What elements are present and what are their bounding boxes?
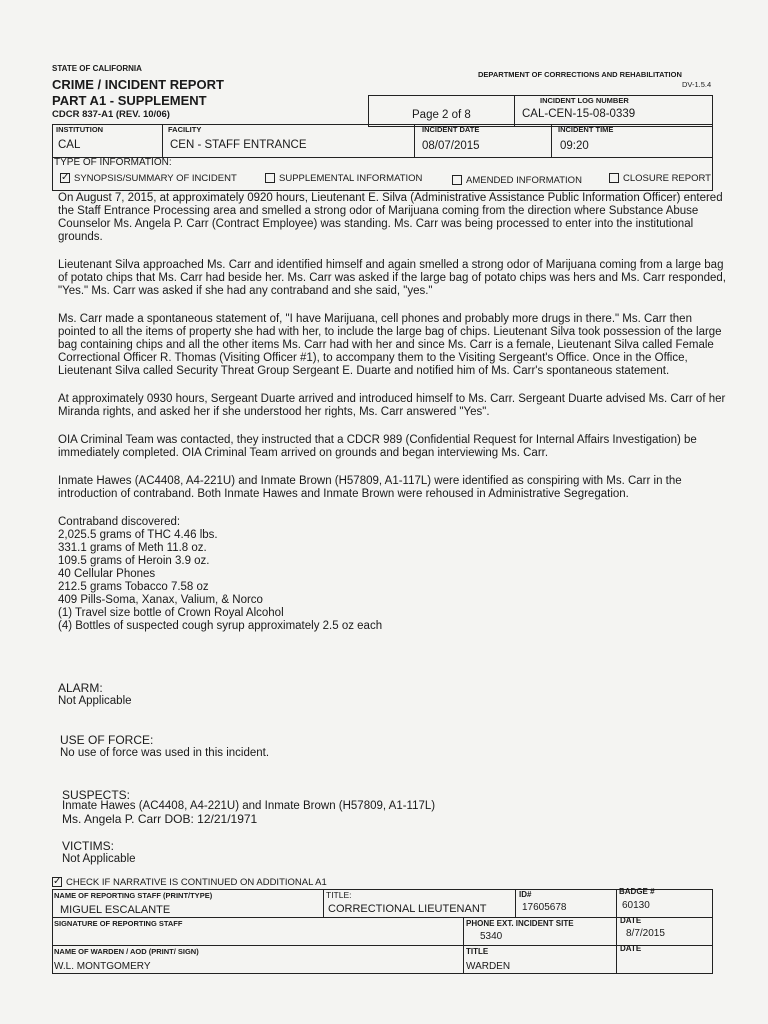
contraband-item: 2,025.5 grams of THC 4.46 lbs.	[58, 529, 218, 541]
warden-name: W.L. MONTGOMERY	[54, 961, 151, 972]
incident-log-number: CAL-CEN-15-08-0339	[522, 108, 636, 120]
department-name: DEPARTMENT OF CORRECTIONS AND REHABILITATION	[478, 70, 682, 79]
report-date: 8/7/2015	[626, 928, 665, 939]
incident-date-value: 08/07/2015	[422, 140, 480, 152]
contraband-list	[58, 529, 728, 633]
contraband-item: (1) Travel size bottle of Crown Royal Alcohol	[58, 607, 284, 619]
incident-info-row	[52, 124, 713, 158]
victims-title: VICTIMS:	[62, 839, 115, 853]
title-label: TITLE:	[326, 890, 352, 900]
contraband-item: (4) Bottles of suspected cough syrup approximately 2.5 oz each	[58, 620, 383, 632]
narrative-paragraph: Lieutenant Silva approached Ms. Carr and identified himself and again smelled a strong odor of Marijuana coming from a large bag of potato chips that Ms. Carr had beside her. Ms. Carr was asked if the large bag of potato chips was hers and Ms. Carr responded, "Yes." Ms. Carr was asked if she had any contraband and she said, "yes."	[58, 259, 726, 297]
incident-log-label: INCIDENT LOG NUMBER	[540, 96, 629, 105]
report-part: PART A1 - SUPPLEMENT	[52, 93, 207, 108]
reporting-staff-title: CORRECTIONAL LIEUTENANT	[328, 903, 487, 915]
badge-label: BADGE #	[619, 887, 655, 896]
phone-ext-value: 5340	[480, 931, 503, 942]
narrative-paragraph: On August 7, 2015, at approximately 0920 hours, Lieutenant E. Silva (Administrative Assistance Public Information Officer) entered the Staff Entrance Processing area and smelled a strong odor of Marijuana coming from the direction where Substance Abuse Counselor Ms. Angela P. Carr (Contract Employee) was standing. Ms. Carr was being processed to enter into the institutional grounds.	[58, 192, 723, 243]
narrative	[58, 192, 728, 633]
id-label: ID#	[519, 890, 532, 899]
institution-value: CAL	[58, 139, 81, 151]
suspects-title: SUSPECTS:	[62, 788, 131, 802]
phone-ext-label: PHONE EXT. INCIDENT SITE	[466, 919, 574, 928]
narrative-paragraph: At approximately 0930 hours, Sergeant Duarte arrived and introduced himself to Ms. Carr. Sergeant Duarte advised Ms. Carr of her Miranda rights, and asked her if she understood her rights, Ms. Carr answered "Yes".	[58, 393, 726, 418]
badge-number: 60130	[622, 900, 650, 911]
alarm-body: Not Applicable	[58, 695, 132, 707]
state-label: STATE OF CALIFORNIA	[52, 64, 142, 73]
narrative-paragraph: OIA Criminal Team was contacted, they instructed that a CDCR 989 (Confidential Request for Internal Affairs Investigation) be immediately completed. OIA Criminal Team arrived on grounds and began interviewing Ms. Carr.	[58, 434, 697, 459]
page-number: Page 2 of 8	[412, 109, 471, 121]
warden-title-label: TITLE	[466, 947, 489, 956]
type-of-information-label: TYPE OF INFORMATION:	[54, 157, 172, 168]
continued-label: CHECK IF NARRATIVE IS CONTINUED ON ADDITIONAL A1	[66, 877, 327, 888]
contraband-item: 212.5 grams Tobacco 7.58 oz	[58, 581, 209, 593]
contraband-item: 331.1 grams of Meth 11.8 oz.	[58, 542, 207, 554]
reporting-staff-name: MIGUEL ESCALANTE	[60, 904, 171, 916]
form-code: DV-1.5.4	[682, 80, 712, 89]
use-of-force-title: USE OF FORCE:	[60, 733, 154, 747]
option-supplemental[interactable]: SUPPLEMENTAL INFORMATION	[265, 173, 422, 184]
narrative-paragraph: Ms. Carr made a spontaneous statement of, "I have Marijuana, cell phones and probably more drugs in there." Ms. Carr then pointed to all the items of property she had with her, to include the large bag of chips. Lieutenant Silva took possession of the large bag containing chips and all the other items Ms. Carr had with her and since Ms. Carr is a female, Lieutenant Silva called Female Correctional Officer R. Thomas (Visiting Officer #1), to accompany them to the Visiting Sergeant's Office. Once in the Office, Lieutenant Silva called Security Threat Group Sergeant E. Duarte and notified him of Ms. Carr's spontaneous statement.	[58, 313, 722, 377]
continued-checkbox-row[interactable]	[52, 877, 327, 888]
institution-label: INSTITUTION	[56, 125, 104, 134]
contraband-title: Contraband discovered:	[58, 516, 181, 528]
use-of-force-body: No use of force was used in this incident.	[60, 747, 270, 759]
report-title: CRIME / INCIDENT REPORT	[52, 77, 224, 92]
checkbox-checked-icon[interactable]: ✓	[61, 172, 70, 184]
option-closure[interactable]: CLOSURE REPORT	[609, 173, 711, 184]
signature-label: SIGNATURE OF REPORTING STAFF	[54, 919, 183, 928]
signature-table	[52, 889, 713, 974]
warden-label: NAME OF WARDEN / AOD (PRINT/ SIGN)	[54, 947, 199, 956]
incident-time-value: 09:20	[560, 140, 589, 152]
victims-body: Not Applicable	[62, 853, 136, 865]
id-number: 17605678	[522, 902, 567, 913]
contraband-item: 409 Pills-Soma, Xanax, Valium, & Norco	[58, 594, 263, 606]
checkbox-icon[interactable]	[452, 175, 462, 185]
reporting-staff-label: NAME OF REPORTING STAFF (PRINT/TYPE)	[54, 891, 213, 900]
contraband-item: 109.5 grams of Heroin 3.9 oz.	[58, 555, 210, 567]
form-number: CDCR 837-A1 (REV. 10/06)	[52, 109, 170, 120]
option-amended[interactable]: AMENDED INFORMATION	[452, 175, 582, 186]
suspects-line: Ms. Angela P. Carr DOB: 12/21/1971	[62, 812, 258, 826]
warden-title: WARDEN	[466, 961, 511, 972]
checkbox-icon[interactable]	[609, 173, 619, 183]
incident-date-label: INCIDENT DATE	[422, 125, 480, 134]
warden-date-label: DATE	[620, 944, 642, 953]
facility-label: FACILITY	[168, 125, 202, 134]
checkbox-icon[interactable]	[265, 173, 275, 183]
checkbox-checked-icon[interactable]: ✓	[53, 876, 62, 888]
date-label: DATE	[620, 916, 642, 925]
alarm-title: ALARM:	[58, 681, 103, 695]
option-synopsis[interactable]: ✓ SYNOPSIS/SUMMARY OF INCIDENT	[61, 172, 237, 184]
incident-time-label: INCIDENT TIME	[558, 125, 614, 134]
contraband-item: 40 Cellular Phones	[58, 568, 156, 580]
narrative-paragraph: Inmate Hawes (AC4408, A4-221U) and Inmate Brown (H57809, A1-117L) were identified as conspiring with Ms. Carr in the introduction of contraband. Both Inmate Hawes and Inmate Brown were rehoused in Administrative Segregation.	[58, 475, 682, 500]
suspects-line: Inmate Hawes (AC4408, A4-221U) and Inmate Brown (H57809, A1-117L)	[62, 800, 436, 812]
facility-value: CEN - STAFF ENTRANCE	[170, 139, 307, 151]
